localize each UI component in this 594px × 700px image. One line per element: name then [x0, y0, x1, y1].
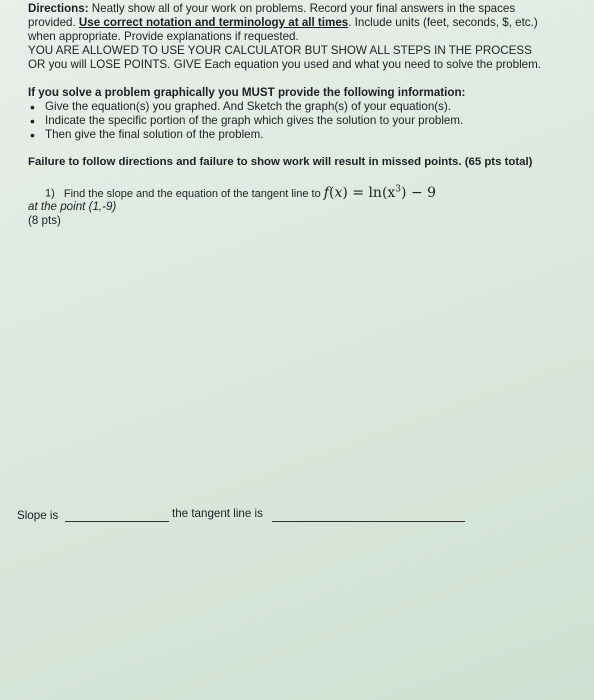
directions-line-3: when appropriate. Provide explanations if requested.	[28, 30, 299, 43]
directions-label: Directions:	[28, 2, 89, 15]
graphical-heading: If you solve a problem graphically you MUST provide the following information:	[28, 86, 466, 99]
directions-text-1: Neatly show all of your work on problems. Record your final answers in the spaces	[88, 2, 516, 15]
slope-label: Slope is	[17, 509, 59, 522]
graphical-item-3: Then give the final solution of the problem.	[45, 128, 264, 141]
slope-answer-blank[interactable]	[65, 509, 169, 522]
bullet-icon: •	[30, 127, 35, 143]
directions-text-2b: . Include units (feet, seconds, $, etc.)	[348, 16, 538, 29]
tangent-line-label: the tangent line is	[172, 507, 263, 520]
problem-number: 1)	[45, 187, 55, 200]
directions-line-5: OR you will LOSE POINTS. GIVE Each equation you used and what you need to solve the problem.	[28, 58, 541, 71]
problem-point: at the point (1,-9)	[28, 200, 117, 213]
graphical-item-2: Indicate the specific portion of the graph which gives the solution to your problem.	[45, 114, 464, 127]
directions-line-2	[28, 16, 538, 30]
problem-text: Find the slope and the equation of the tangent line to	[63, 187, 321, 200]
function-eq: = ln(x	[347, 184, 396, 201]
function-variable: x	[334, 184, 343, 201]
directions-line-1	[28, 2, 515, 16]
directions-text-2a: provided.	[28, 16, 79, 29]
bullet-icon: •	[30, 113, 35, 129]
graphical-item-1: Give the equation(s) you graphed. And Sketch the graph(s) of your equation(s).	[45, 100, 452, 113]
directions-line-4: YOU ARE ALLOWED TO USE YOUR CALCULATOR BUT SHOW ALL STEPS IN THE PROCESS	[28, 44, 532, 57]
function-exponent: 3	[395, 184, 402, 194]
tangent-line-answer-blank[interactable]	[272, 509, 465, 522]
function-expression: $f(x) = \ln(x^3) - 9$	[323, 184, 437, 201]
problem-points: (8 pts)	[28, 214, 61, 227]
bullet-icon: •	[30, 99, 35, 115]
function-name: f	[323, 184, 329, 201]
notation-emphasis: Use correct notation and terminology at all times	[78, 16, 349, 29]
failure-warning: Failure to follow directions and failure to show work will result in missed points. (65 pts total)	[28, 156, 533, 168]
problem-1-prompt	[45, 182, 436, 201]
function-tail: ) − 9	[401, 184, 437, 201]
